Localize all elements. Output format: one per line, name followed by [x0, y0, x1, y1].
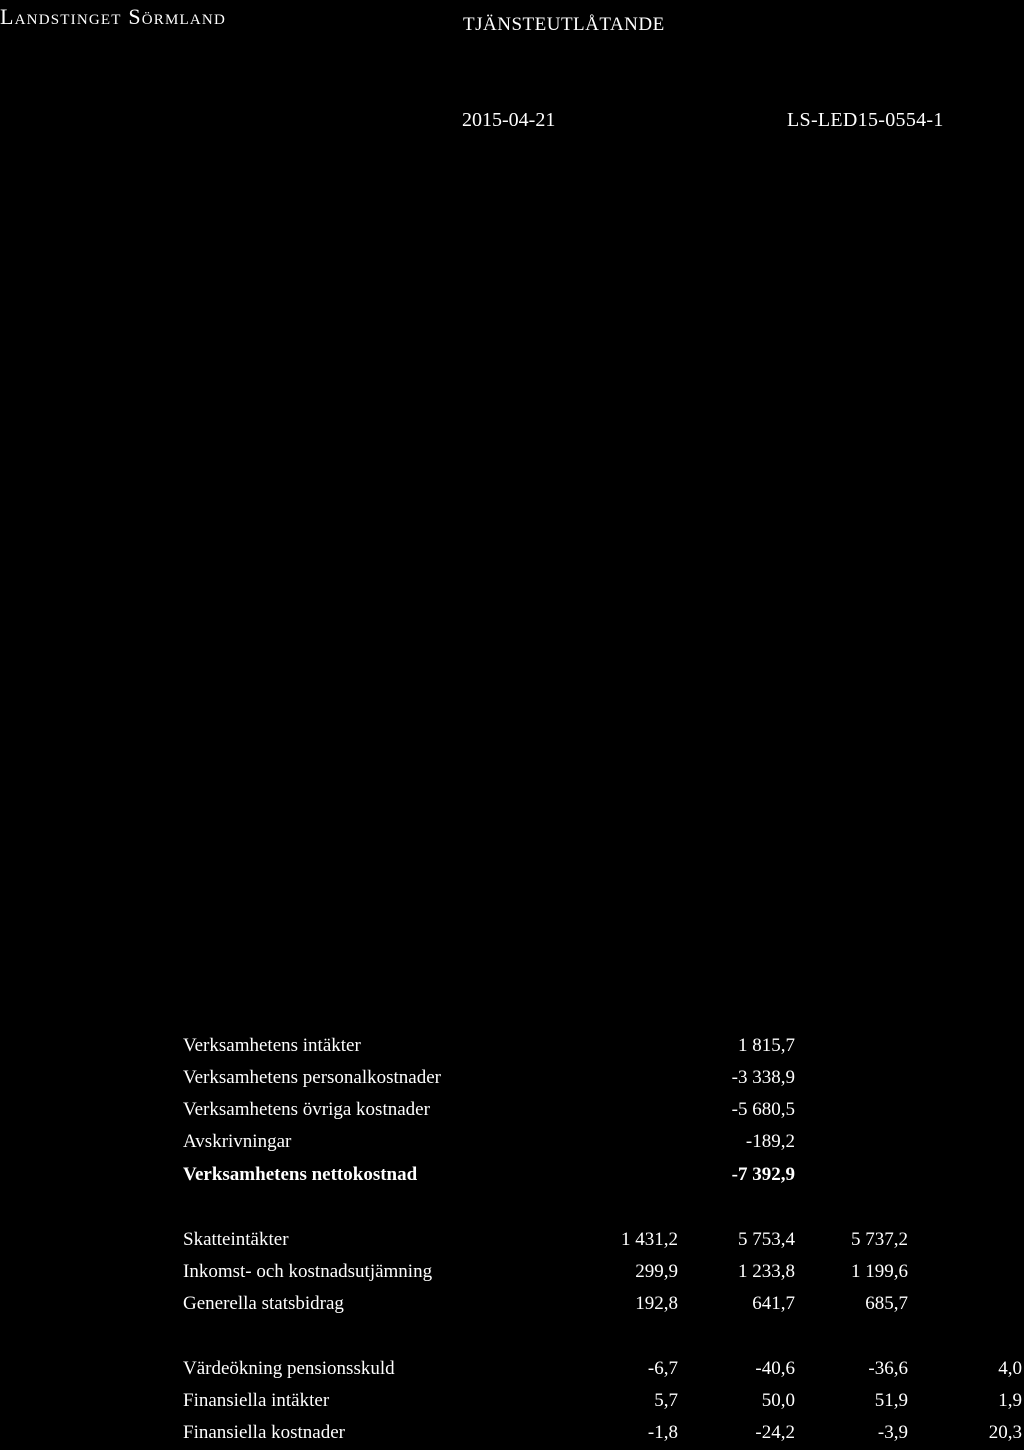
table-row [0, 1099, 1024, 1127]
table-row [0, 1390, 1024, 1418]
value-cell: 5 737,2 [851, 1229, 908, 1250]
row-label: Värdeökning pensionsskuld [183, 1358, 395, 1379]
value-cell: -3 338,9 [731, 1067, 795, 1088]
value-cell: -6,7 [647, 1358, 678, 1379]
table-row [0, 1293, 1024, 1321]
row-label: Verksamhetens övriga kostnader [183, 1099, 430, 1120]
value-cell: -5 680,5 [731, 1099, 795, 1120]
row-label: Skatteintäkter [183, 1229, 289, 1250]
organization-name: Landstinget Sörmland [0, 4, 226, 29]
row-label: Generella statsbidrag [183, 1293, 344, 1314]
value-cell: 1 431,2 [621, 1229, 678, 1250]
row-label: Finansiella kostnader [183, 1422, 345, 1443]
table-row [0, 1131, 1024, 1159]
row-label: Verksamhetens intäkter [183, 1035, 361, 1056]
value-cell: 1 815,7 [738, 1035, 795, 1056]
value-cell: 51,9 [874, 1390, 908, 1411]
value-cell: -40,6 [755, 1358, 795, 1379]
table-row [0, 1229, 1024, 1257]
value-cell: -36,6 [868, 1358, 908, 1379]
table-row [0, 1261, 1024, 1289]
value-cell: 4,0 [998, 1358, 1022, 1379]
row-label: Inkomst- och kostnadsutjämning [183, 1261, 433, 1282]
table-row-total [0, 1164, 1024, 1192]
value-cell: 192,8 [635, 1293, 678, 1314]
value-cell: -24,2 [755, 1422, 795, 1443]
value-cell: 50,0 [761, 1390, 795, 1411]
row-label: Avskrivningar [183, 1131, 292, 1152]
row-label: Verksamhetens nettokostnad [183, 1164, 418, 1185]
table-row [0, 1067, 1024, 1095]
value-cell: 1 199,6 [851, 1261, 908, 1282]
table-row [0, 1358, 1024, 1386]
document-date: 2015-04-21 [462, 109, 556, 131]
value-cell: 299,9 [635, 1261, 678, 1282]
table-row [0, 1035, 1024, 1063]
value-cell: 1 233,8 [738, 1261, 795, 1282]
value-cell: 20,3 [988, 1422, 1022, 1443]
value-cell: 5 753,4 [738, 1229, 795, 1250]
value-cell: -7 392,9 [731, 1164, 795, 1185]
row-label: Verksamhetens personalkostnader [183, 1067, 442, 1088]
value-cell: -189,2 [745, 1131, 795, 1152]
value-cell: -3,9 [877, 1422, 908, 1443]
row-label: Finansiella intäkter [183, 1390, 330, 1411]
value-cell: 1,9 [998, 1390, 1022, 1411]
value-cell: 685,7 [865, 1293, 908, 1314]
value-cell: -1,8 [647, 1422, 678, 1443]
document-type: TJÄNSTEUTLÅTANDE [463, 14, 665, 35]
value-cell: 641,7 [752, 1293, 795, 1314]
value-cell: 5,7 [654, 1390, 678, 1411]
document-reference: LS-LED15-0554-1 [787, 109, 944, 131]
